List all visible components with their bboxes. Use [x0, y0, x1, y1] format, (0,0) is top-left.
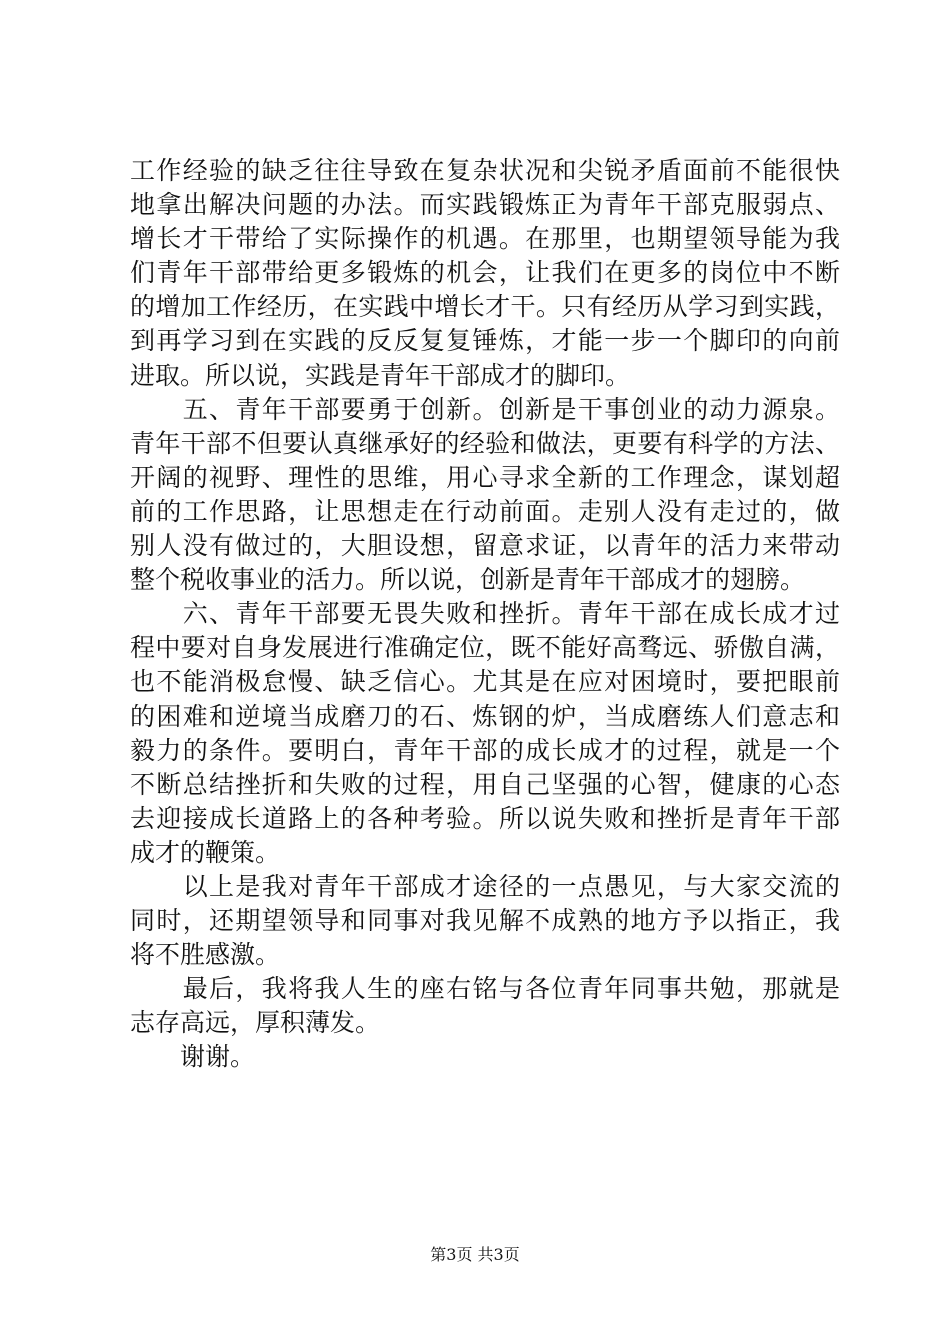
text-line: 们青年干部带给更多锻炼的机会，让我们在更多的岗位中不断 — [130, 258, 840, 288]
text-line: 不断总结挫折和失败的过程，用自己坚强的心智，健康的心态 — [130, 769, 840, 799]
text-line: 同时，还期望领导和同事对我见解不成熟的地方予以指正，我 — [130, 906, 840, 936]
text-line: 谢谢。 — [130, 1042, 256, 1072]
text-line: 去迎接成长道路上的各种考验。所以说失败和挫折是青年干部 — [130, 803, 840, 833]
text-line: 毅力的条件。要明白，青年干部的成长成才的过程，就是一个 — [130, 735, 840, 765]
text-line: 前的工作思路，让思想走在行动前面。走别人没有走过的，做 — [130, 496, 840, 526]
text-line: 进取。所以说，实践是青年干部成才的脚印。 — [130, 360, 631, 390]
text-line: 将不胜感激。 — [130, 940, 281, 970]
text-line: 以上是我对青年干部成才途径的一点愚见，与大家交流的 — [130, 871, 840, 901]
text-line: 志存高远，厚积薄发。 — [130, 1008, 381, 1038]
text-line: 的困难和逆境当成磨刀的石、炼钢的炉，当成磨练人们意志和 — [130, 701, 840, 731]
text-line: 的增加工作经历，在实践中增长才干。只有经历从学习到实践， — [130, 292, 840, 322]
page-footer: 第3页 共3页 — [430, 1245, 520, 1264]
text-line: 别人没有做过的，大胆设想，留意求证，以青年的活力来带动 — [130, 531, 840, 561]
text-line: 整个税收事业的活力。所以说，创新是青年干部成才的翅膀。 — [130, 565, 806, 595]
text-line: 也不能消极怠慢、缺乏信心。尤其是在应对困境时，要把眼前 — [130, 667, 840, 697]
text-line: 到再学习到在实践的反反复复锤炼，才能一步一个脚印的向前 — [130, 326, 840, 356]
text-line: 程中要对自身发展进行准确定位，既不能好高骛远、骄傲自满， — [130, 633, 840, 663]
text-line: 最后，我将我人生的座右铭与各位青年同事共勉，那就是 — [130, 974, 840, 1004]
text-line: 工作经验的缺乏往往导致在复杂状况和尖锐矛盾面前不能很快 — [130, 156, 840, 185]
text-line: 增长才干带给了实际操作的机遇。在那里，也期望领导能为我 — [130, 224, 840, 254]
text-line: 成才的鞭策。 — [130, 837, 281, 867]
text-line: 开阔的视野、理性的思维，用心寻求全新的工作理念，谋划超 — [130, 462, 840, 492]
text-line: 五、青年干部要勇于创新。创新是干事创业的动力源泉。 — [130, 394, 840, 424]
document-body — [130, 154, 840, 1075]
text-line: 青年干部不但要认真继承好的经验和做法，更要有科学的方法、 — [130, 428, 840, 458]
text-line: 六、青年干部要无畏失败和挫折。青年干部在成长成才过 — [130, 599, 840, 629]
text-line: 地拿出解决问题的办法。而实践锻炼正为青年干部克服弱点、 — [130, 190, 840, 220]
